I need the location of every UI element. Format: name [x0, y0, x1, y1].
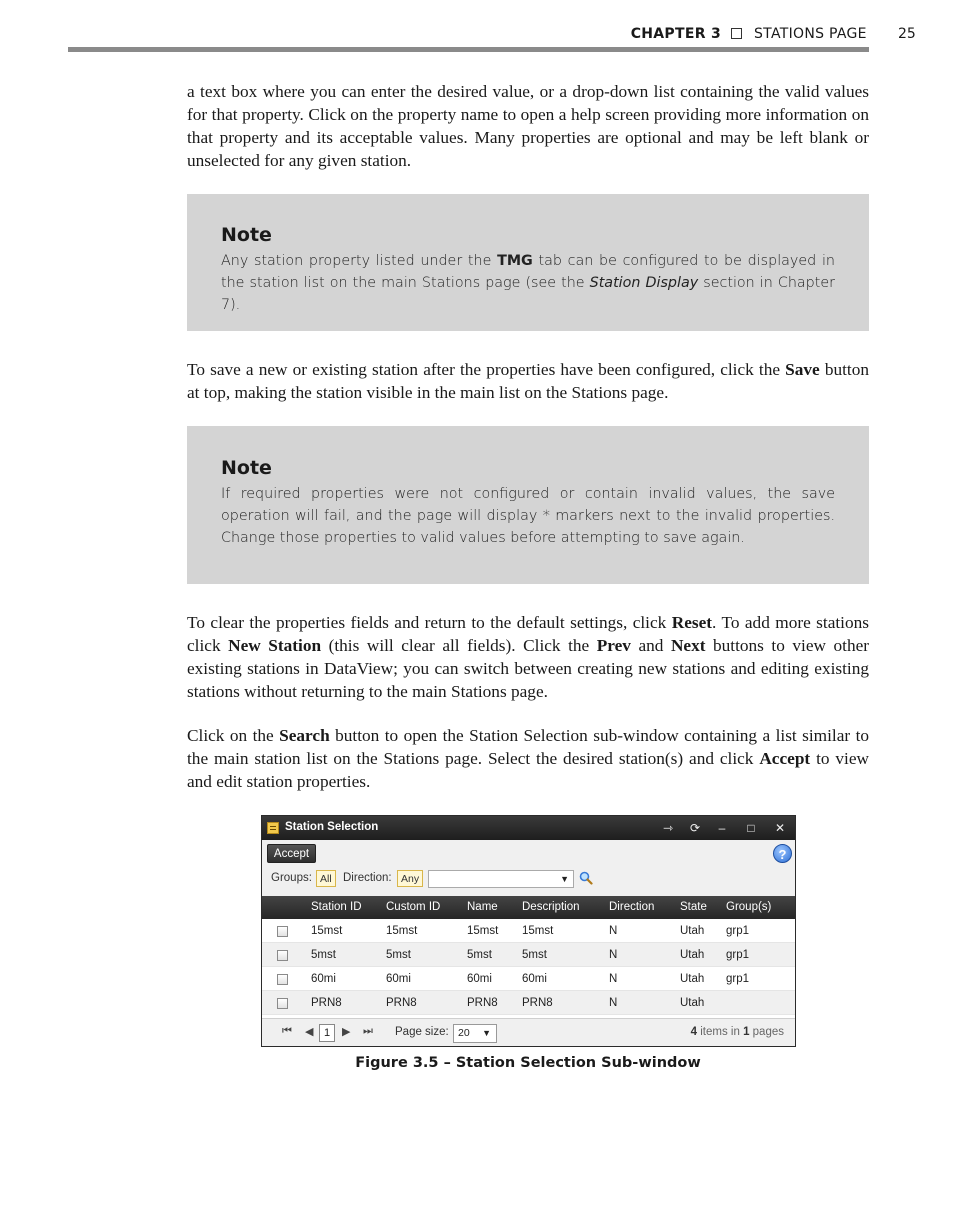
- row-checkbox[interactable]: [277, 974, 288, 985]
- last-page-icon[interactable]: ⏭: [363, 1025, 373, 1037]
- column-header-groups[interactable]: Group(s): [726, 901, 772, 913]
- cell-name: PRN8: [467, 997, 498, 1009]
- note-body: Any station property listed under the TMG tab can be configured to be displayed in the station list on the main Stations page (see the Station Display section in Chapter 7).: [221, 253, 836, 313]
- cell-direction: N: [609, 997, 618, 1009]
- window-title: Station Selection: [285, 821, 379, 833]
- page-size-select[interactable]: [453, 1024, 497, 1043]
- cell-state: Utah: [680, 997, 705, 1009]
- window-titlebar[interactable]: [262, 816, 795, 840]
- minimize-icon[interactable]: –: [718, 821, 726, 835]
- note-title: Note: [221, 457, 272, 479]
- paragraph-1: a text box where you can enter the desired value, or a drop-down list containing the valid values for that property. Click on the property name to open a help screen providing more information on that property and its acceptable values. Many properties are optional and may be left blank or unselected for any given station.: [187, 82, 869, 170]
- figure-caption: Figure 3.5 – Station Selection Sub-window: [355, 1055, 701, 1071]
- cell-description: 60mi: [522, 973, 547, 985]
- cell-custom-id: PRN8: [386, 997, 417, 1009]
- cell-direction: N: [609, 949, 618, 961]
- cell-groups: grp1: [726, 973, 750, 985]
- cell-state: Utah: [680, 973, 705, 985]
- table-row[interactable]: [262, 943, 795, 967]
- search-icon[interactable]: [579, 871, 593, 885]
- column-header-description[interactable]: Description: [522, 901, 580, 913]
- header-rule: [68, 47, 869, 52]
- cell-name: 15mst: [467, 925, 499, 937]
- maximize-icon[interactable]: □: [747, 821, 755, 835]
- column-header-station-id[interactable]: Station ID: [311, 901, 362, 913]
- paragraph-3: To clear the properties fields and return to the default settings, click Reset. To add more stations click New Station (this will clear all fields). Click the Prev and Next buttons to view other existing stations in DataView; you can switch between creating new stations and editing existing stations without returning to the main Stations page.: [187, 613, 870, 701]
- chevron-down-icon[interactable]: ▼: [482, 1028, 491, 1038]
- refresh-icon[interactable]: ⟳: [689, 821, 701, 835]
- cell-description: 15mst: [522, 925, 554, 937]
- cell-station-id: 5mst: [311, 949, 336, 961]
- direction-label: Direction:: [343, 872, 392, 884]
- column-header-custom-id[interactable]: Custom ID: [386, 901, 441, 913]
- page-size-value: 20: [458, 1027, 470, 1039]
- next-page-icon[interactable]: ▶: [342, 1026, 351, 1038]
- close-icon[interactable]: ✕: [774, 821, 786, 835]
- cell-custom-id: 15mst: [386, 925, 418, 937]
- pager-bar: [262, 1018, 795, 1046]
- first-page-icon[interactable]: ⏮: [282, 1025, 292, 1037]
- help-icon[interactable]: ?: [773, 844, 792, 863]
- column-header-name[interactable]: Name: [467, 901, 498, 913]
- cell-groups: grp1: [726, 925, 750, 937]
- window-list-icon: [267, 822, 279, 834]
- filters-row: [271, 869, 791, 889]
- page-number-input[interactable]: 1: [319, 1024, 335, 1042]
- cell-description: PRN8: [522, 997, 553, 1009]
- search-combo[interactable]: [428, 870, 574, 888]
- prev-page-icon[interactable]: ◀: [305, 1026, 314, 1038]
- row-checkbox[interactable]: [277, 926, 288, 937]
- table-row[interactable]: [262, 919, 795, 943]
- paragraph-2: To save a new or existing station after the properties have been configured, click the Save button at top, making the station visible in the main list on the Stations page.: [187, 360, 869, 402]
- cell-direction: N: [609, 973, 618, 985]
- section-label: STATIONS PAGE: [754, 26, 867, 42]
- paragraph-4: Click on the Search button to open the Station Selection sub-window containing a list similar to the main station list on the Stations page. Select the desired station(s) and click Accept to view and edit station properties.: [187, 726, 870, 791]
- cell-description: 5mst: [522, 949, 547, 961]
- table-row[interactable]: [262, 991, 795, 1015]
- note-box-1: [187, 194, 869, 331]
- note-body: If required properties were not configured or contain invalid values, the save operation will fail, and the page will display * markers next to the invalid properties. Change those properties to valid values before attempting to save again.: [221, 486, 835, 546]
- chapter-label: CHAPTER 3: [630, 26, 721, 42]
- grid-header: [262, 896, 795, 919]
- header-box-glyph: [731, 28, 742, 39]
- groups-label: Groups:: [271, 872, 312, 884]
- cell-name: 60mi: [467, 973, 492, 985]
- cell-station-id: PRN8: [311, 997, 342, 1009]
- cell-station-id: 60mi: [311, 973, 336, 985]
- direction-filter[interactable]: Any: [397, 870, 423, 887]
- row-checkbox[interactable]: [277, 998, 288, 1009]
- accept-button[interactable]: Accept: [267, 844, 316, 863]
- cell-direction: N: [609, 925, 618, 937]
- cell-groups: grp1: [726, 949, 750, 961]
- cell-station-id: 15mst: [311, 925, 343, 937]
- page-number: 25: [898, 26, 916, 42]
- window-toolbar: [262, 840, 795, 896]
- cell-state: Utah: [680, 949, 705, 961]
- chevron-down-icon[interactable]: ▼: [560, 874, 569, 884]
- groups-filter[interactable]: All: [316, 870, 336, 887]
- table-row[interactable]: [262, 967, 795, 991]
- cell-custom-id: 5mst: [386, 949, 411, 961]
- cell-state: Utah: [680, 925, 705, 937]
- station-selection-window: [261, 815, 796, 1047]
- row-checkbox[interactable]: [277, 950, 288, 961]
- cell-name: 5mst: [467, 949, 492, 961]
- page-size-label: Page size:: [395, 1026, 449, 1038]
- cell-custom-id: 60mi: [386, 973, 411, 985]
- note-title: Note: [221, 224, 272, 246]
- running-header: [0, 24, 954, 48]
- column-header-direction[interactable]: Direction: [609, 901, 655, 913]
- note-box-2: [187, 426, 869, 584]
- pager-summary: 4 items in 1 pages: [690, 1026, 784, 1038]
- pin-icon[interactable]: ⇾: [662, 821, 674, 835]
- column-header-state[interactable]: State: [680, 901, 707, 913]
